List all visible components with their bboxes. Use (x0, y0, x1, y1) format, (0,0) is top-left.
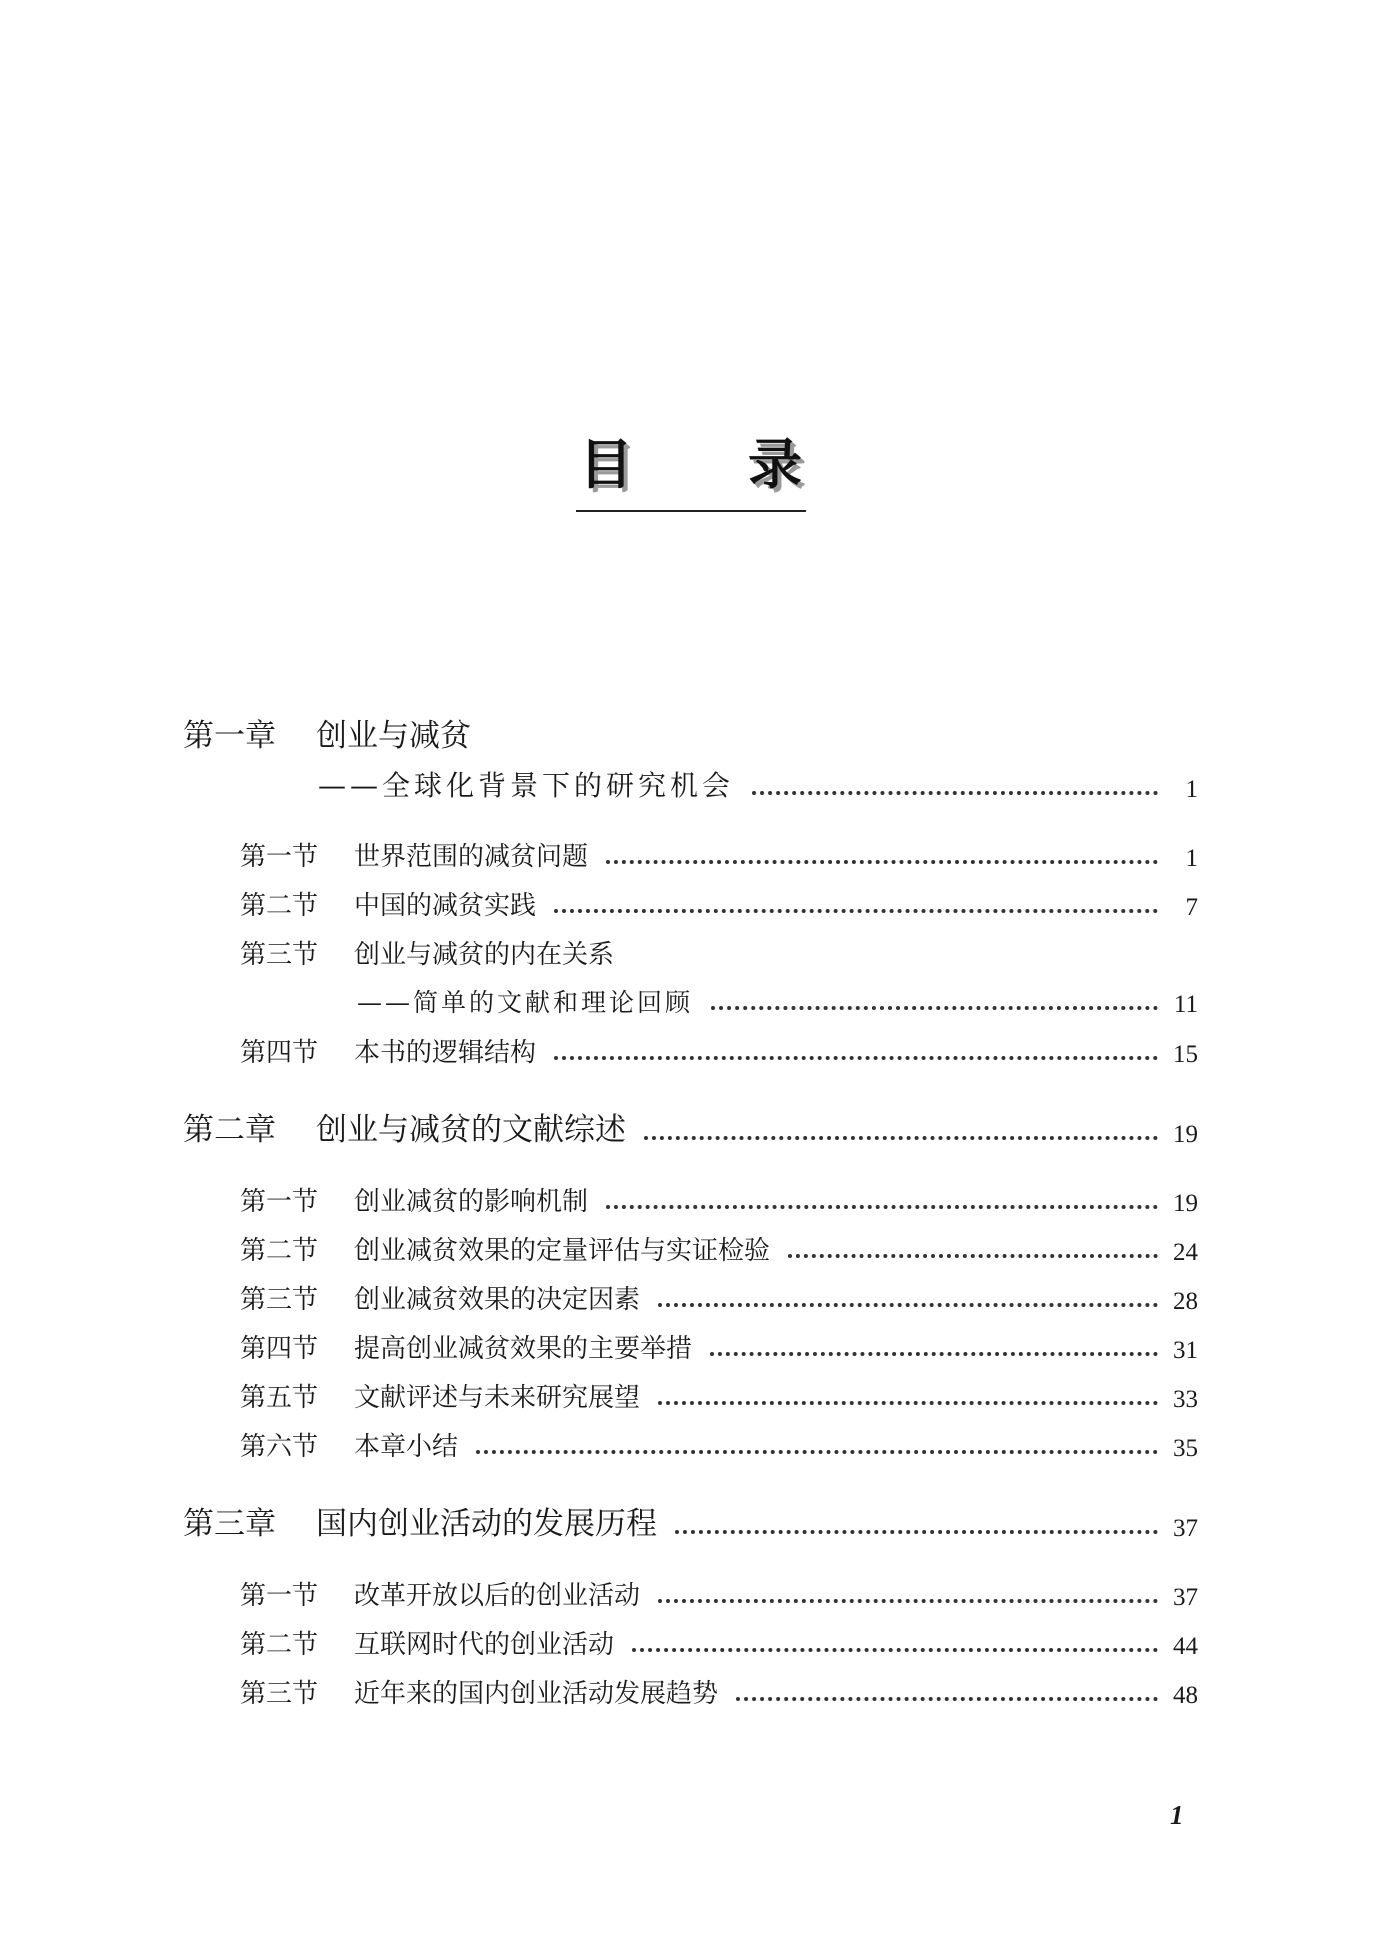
toc-page-number: 31 (1173, 1337, 1198, 1364)
toc-entry-ch1-s3[interactable] (240, 934, 1198, 971)
toc-page-number: 37 (1173, 1584, 1198, 1611)
toc-page-number: 33 (1173, 1386, 1198, 1413)
dot-leader (644, 1136, 1158, 1140)
dot-leader (554, 1056, 1158, 1060)
toc-title: 本书的逻辑结构 (354, 1038, 537, 1068)
toc-entry-ch1-s3-subtitle[interactable] (357, 983, 1198, 1019)
toc-page-number: 7 (1185, 894, 1198, 921)
toc-entry-ch2-s3[interactable] (240, 1279, 1198, 1316)
toc-label: 第一节 (240, 1581, 319, 1611)
dot-leader (476, 1450, 1158, 1454)
toc-entry-ch2-s1[interactable] (240, 1181, 1198, 1218)
toc-page-number: 11 (1173, 991, 1198, 1018)
toc-title: 互联网时代的创业活动 (354, 1630, 615, 1660)
dot-leader (658, 1599, 1158, 1603)
toc-label: 第一节 (240, 842, 319, 872)
toc-label: 第五节 (240, 1383, 319, 1413)
toc-label: 第一章 (183, 718, 276, 754)
toc-subtitle: ——简单的文献和理论回顾 (357, 988, 694, 1017)
toc-label: 第六节 (240, 1432, 319, 1462)
title-char-2: 录 (748, 433, 802, 496)
toc-title: 提高创业减贫效果的主要举措 (354, 1334, 693, 1364)
toc-page-number: 15 (1173, 1041, 1198, 1068)
toc-label: 第三节 (240, 1285, 319, 1315)
toc-page-number: 1 (1185, 776, 1198, 803)
toc-entry-ch2[interactable] (183, 1104, 1198, 1149)
toc-title: 创业与减贫 (316, 718, 471, 754)
toc-page-number: 19 (1173, 1121, 1198, 1148)
toc-label: 第二节 (240, 1630, 319, 1660)
dot-leader (675, 1530, 1158, 1534)
toc-label: 第一节 (240, 1187, 319, 1217)
toc-entry-ch1-subtitle[interactable] (318, 764, 1198, 804)
dot-leader (606, 1205, 1158, 1209)
toc-title: 创业减贫效果的决定因素 (354, 1285, 641, 1315)
toc-page-number: 19 (1173, 1190, 1198, 1217)
dot-leader (711, 1006, 1158, 1010)
toc-entry-ch1-s2[interactable] (240, 885, 1198, 922)
toc-entry-ch1-s4[interactable] (240, 1032, 1198, 1069)
dot-leader (710, 1352, 1158, 1356)
toc-page-number: 37 (1173, 1515, 1198, 1542)
toc-label: 第二章 (183, 1112, 276, 1148)
toc-label: 第三节 (240, 940, 319, 970)
dot-leader (788, 1254, 1158, 1258)
toc-title: 创业减贫效果的定量评估与实证检验 (354, 1236, 771, 1266)
toc-entry-ch2-s6[interactable] (240, 1426, 1198, 1463)
toc-subtitle: ——全球化背景下的研究机会 (318, 769, 735, 802)
toc-entry-ch1-s1[interactable] (240, 836, 1198, 873)
toc-entry-ch3-s2[interactable] (240, 1624, 1198, 1661)
dot-leader (632, 1648, 1158, 1652)
toc-title: 创业减贫的影响机制 (354, 1187, 589, 1217)
toc-label: 第三章 (183, 1506, 276, 1542)
toc-page-number: 35 (1173, 1435, 1198, 1462)
toc-title: 近年来的国内创业活动发展趋势 (354, 1679, 719, 1709)
toc-label: 第四节 (240, 1334, 319, 1364)
toc-entry-ch3[interactable] (183, 1498, 1198, 1543)
toc-entry-ch2-s4[interactable] (240, 1328, 1198, 1365)
toc-page-number: 48 (1173, 1682, 1198, 1709)
toc-title: 创业与减贫的内在关系 (354, 940, 615, 970)
toc-entry-ch3-s3[interactable] (240, 1673, 1198, 1710)
toc-page-number: 44 (1173, 1633, 1198, 1660)
dot-leader (658, 1303, 1158, 1307)
toc-entry-ch3-s1[interactable] (240, 1575, 1198, 1612)
toc-entry-ch2-s5[interactable] (240, 1377, 1198, 1414)
toc-title: 创业与减贫的文献综述 (316, 1112, 626, 1148)
dot-leader (736, 1697, 1158, 1701)
title-char-1: 目 (579, 433, 633, 496)
toc-title: 本章小结 (354, 1432, 459, 1462)
toc-label: 第四节 (240, 1038, 319, 1068)
toc-entry-ch2-s2[interactable] (240, 1230, 1198, 1267)
toc-label: 第三节 (240, 1679, 319, 1709)
toc-title: 改革开放以后的创业活动 (354, 1581, 641, 1611)
dot-leader (606, 860, 1158, 864)
toc-title: 中国的减贫实践 (354, 891, 537, 921)
dot-leader (752, 791, 1158, 795)
toc-title: 国内创业活动的发展历程 (316, 1506, 657, 1542)
page-number-folio: 1 (1170, 1800, 1184, 1830)
toc-title: 世界范围的减贫问题 (354, 842, 589, 872)
page-title (576, 430, 806, 512)
toc-label: 第二节 (240, 891, 319, 921)
toc-page-number: 28 (1173, 1288, 1198, 1315)
dot-leader (658, 1401, 1158, 1405)
toc-page-number: 1 (1185, 845, 1198, 872)
dot-leader (554, 909, 1158, 913)
toc-page-number: 24 (1173, 1239, 1198, 1266)
toc-label: 第二节 (240, 1236, 319, 1266)
toc-entry-ch1[interactable] (183, 710, 1198, 755)
toc-title: 文献评述与未来研究展望 (354, 1383, 641, 1413)
